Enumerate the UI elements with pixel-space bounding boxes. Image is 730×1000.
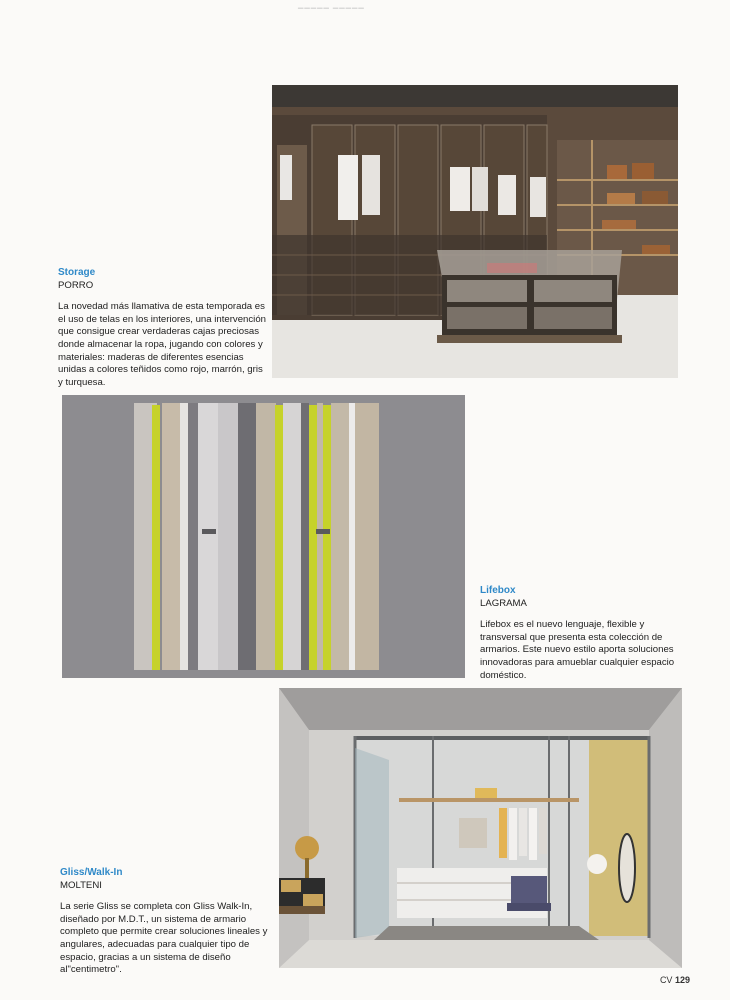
section-title: Storage — [58, 267, 96, 278]
section-brand: MOLTENI — [60, 879, 102, 891]
section-body: La novedad más llamativa de esta temporada es el uso de telas en los interiores, una intervención que consigue crear verdaderas cajas preciosas donde almacenar la ropa, jugando con colores y materiales: maderas de diferentes esencias unidas a colores teñidos como rojo, marrón, gris y turquesa. — [58, 301, 266, 388]
magazine-label: CV — [659, 975, 673, 985]
section-body: La serie Gliss se completa con Gliss Walk-In, diseñado por M.D.T., un sistema de armario completo que permite crear soluciones lineales y angulares, adecuadas para cualquier tipo de espacio, gracias a un sistema de diseño al"centimetro". — [60, 901, 268, 976]
gliss-caption — [60, 867, 270, 977]
section-brand: PORRO — [58, 279, 94, 291]
page-number: 129 — [674, 975, 690, 985]
bleed-through-mark: ▔▔▔▔▔ ▔▔▔▔▔ — [298, 9, 365, 16]
page-folio — [660, 975, 690, 985]
section-brand: LAGRAMA — [480, 597, 527, 609]
lifebox-photo — [62, 395, 465, 678]
section-body: Lifebox es el nuevo lenguaje, flexible y transversal que presenta esta colección de armarios. Este nuevo estilo aporta soluciones innovadoras para amueblar cualquier espacio doméstico. — [480, 619, 675, 681]
lifebox-caption — [480, 585, 680, 682]
storage-caption — [58, 267, 268, 389]
gliss-photo — [279, 688, 682, 968]
section-title: Gliss/Walk-In — [60, 867, 123, 878]
storage-photo — [272, 85, 678, 378]
section-title: Lifebox — [480, 585, 516, 596]
